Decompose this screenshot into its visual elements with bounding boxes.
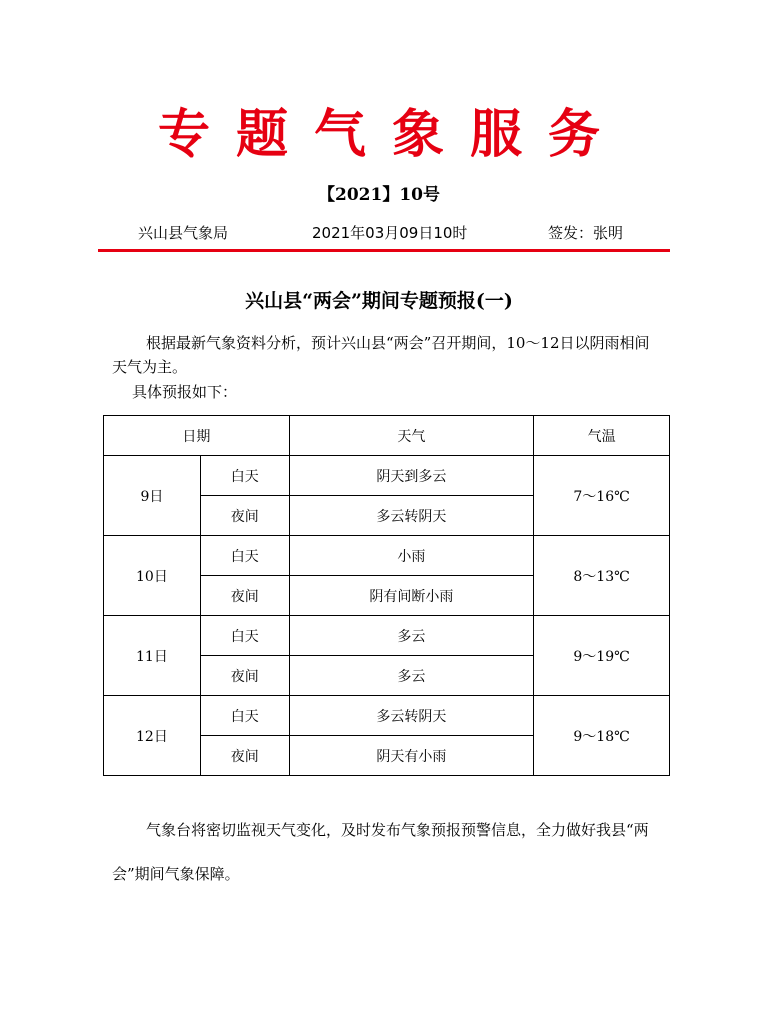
masthead-title: 专题气象服务 [157,104,626,165]
weather-cell: 多云 [289,616,534,656]
signer: 签发：张明 [548,224,624,242]
table-row [104,696,670,736]
temp-cell: 7～16℃ [534,456,670,536]
forecast-table [103,415,670,776]
period-label: 白天 [200,616,289,656]
detail-heading: 具体预报如下： [132,383,238,401]
issue-number: 【2021】10号 [318,185,440,205]
row-date: 11日 [104,616,201,696]
period-label: 夜间 [200,576,289,616]
row-date: 12日 [104,696,201,776]
header-weather: 天气 [289,416,534,456]
weather-cell: 多云转阴天 [289,496,534,536]
issue-datetime: 2021年03月09日10时 [312,224,468,242]
header-divider [98,249,670,252]
weather-cell: 阴天到多云 [289,456,534,496]
weather-cell: 阴天有小雨 [289,736,534,776]
table-row [104,536,670,576]
period-label: 白天 [200,696,289,736]
temp-cell: 9～19℃ [534,616,670,696]
table-header-row [104,416,670,456]
temp-cell: 8～13℃ [534,536,670,616]
period-label: 夜间 [200,736,289,776]
row-date: 9日 [104,456,201,536]
intro-paragraph: 根据最新气象资料分析，预计兴山县“两会”召开期间，10～12日以阴雨相间天气为主。 [112,334,650,376]
weather-cell: 小雨 [289,536,534,576]
document-title: 兴山县“两会”期间专题预报(一) [245,290,513,312]
header-temp: 气温 [534,416,670,456]
period-label: 夜间 [200,656,289,696]
closing-paragraph: 气象台将密切监视天气变化，及时发布气象预报预警信息，全力做好我县“两会”期间气象保障。 [112,821,649,883]
header-date: 日期 [104,416,290,456]
table-row [104,616,670,656]
weather-cell: 多云转阴天 [289,696,534,736]
weather-cell: 阴有间断小雨 [289,576,534,616]
weather-cell: 多云 [289,656,534,696]
period-label: 白天 [200,536,289,576]
row-date: 10日 [104,536,201,616]
issuing-agency: 兴山县气象局 [138,224,229,242]
temp-cell: 9～18℃ [534,696,670,776]
table-row [104,456,670,496]
period-label: 白天 [200,456,289,496]
period-label: 夜间 [200,496,289,536]
